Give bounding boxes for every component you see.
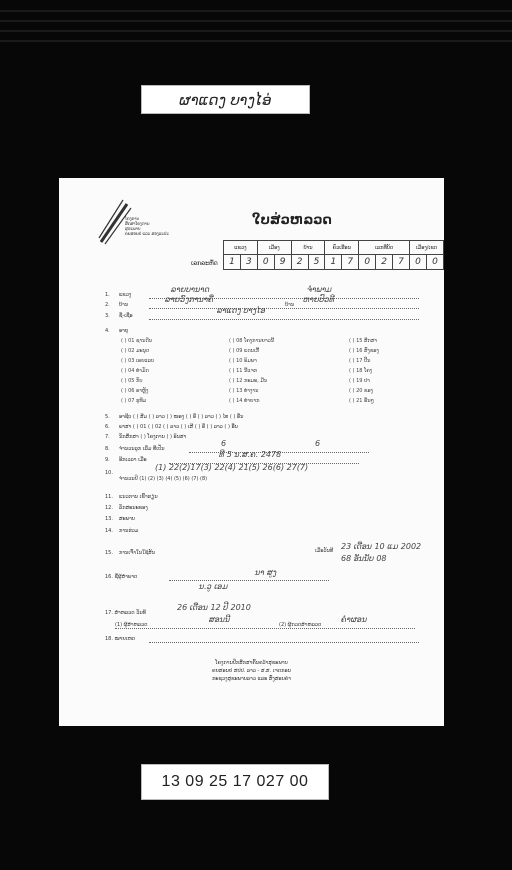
field-number: 8. — [105, 446, 110, 452]
field-label: (1) ຜູ້ສຳຫລວດ — [115, 622, 148, 628]
option-item: ( ) 03 ເອຍແລບ — [121, 358, 155, 364]
code-digit: 5 — [308, 255, 325, 270]
field-label: (2) ຜູ້ກວດສຳຫລວດ — [279, 622, 322, 628]
row-text: ລັກສະນະຂອງ — [119, 505, 148, 511]
code-digit: 1 — [325, 255, 342, 270]
field-number: 6. — [105, 424, 110, 430]
field-number: 12. — [105, 505, 113, 511]
option-item: ( ) 15 ສຶກສາ — [349, 338, 378, 344]
code-digit: 0 — [409, 255, 426, 270]
top-label: ຜາແດງ ບາງໄອ່ — [141, 85, 310, 114]
footer-line: ກະຊວງສຸຂະພາບລາວ ແລະ ສົ່ງສອນຄຳ — [212, 676, 291, 682]
row-text: ຈຳນວນປີ (1) (2) (3) (4) (5) (6) (7) (8) — [119, 476, 208, 482]
field-label: 16. ຊື່ຜູ້ສຳພາດ — [105, 574, 138, 580]
row-text: ການເຈົ້າໃນໃຊ້ສັນ — [119, 550, 156, 556]
option-item: ( ) 18 ໂຄງ — [349, 368, 373, 374]
field-number: 2. — [105, 302, 110, 308]
option-item: ( ) 21 ອື່ນໆ — [349, 398, 374, 404]
field-number: 5. — [105, 414, 110, 420]
field-number: 9. — [105, 457, 110, 463]
option-item: ( ) 09 ແດນເກື້ — [229, 348, 260, 354]
field-number: 15. — [105, 550, 113, 556]
code-header: ເລກທີ່ບັດ — [359, 241, 410, 255]
field-number: 11. — [105, 494, 113, 500]
code-header: ເມືອງ/ເຂດ — [409, 241, 443, 255]
field-label: ບ້ານ — [119, 302, 129, 308]
code-digit: 2 — [376, 255, 393, 270]
code-digit: 7 — [393, 255, 410, 270]
field-number: 14. — [105, 528, 113, 534]
field-value: ຄຳຜອນ — [341, 615, 367, 624]
code-box — [223, 240, 444, 270]
option-item: ( ) 12 ກະມະ, ມືນ — [229, 378, 268, 384]
field-value: ນາ ສູງ — [255, 568, 277, 577]
field-value: ທີ 5 ນ.ສ.ຄ. 2478 — [219, 450, 282, 459]
date-label: ເມື່ອວັນທີ — [315, 548, 334, 554]
field-number: 3. — [105, 313, 110, 319]
field-value: ຈຳພາມ — [307, 285, 332, 294]
field-value: (1) 22(2)17(3) 22(4) 21(5) 26(6) 27(7) — [155, 463, 309, 472]
field-number: 1. — [105, 292, 110, 298]
footer-line: ໂຄງການປືກສຶກສາຄົ້ນຄວ້າສຸຂະພາບ — [215, 660, 288, 666]
form-title: ໃບສ່ວຫລວດ — [252, 213, 332, 228]
field-value: ນ.ວູ ເອມ — [199, 582, 228, 591]
field-number: 13. — [105, 516, 113, 522]
code-digit: 0 — [257, 255, 274, 270]
option-item: ( ) 11 ນີ້ແຈກ — [229, 368, 258, 374]
field-number: 10. — [105, 470, 113, 476]
code-digit: 7 — [342, 255, 359, 270]
code-label: ເລກລະຫັດ — [191, 260, 218, 267]
field-value: 26 ເດືອນ 12 ປີ 2010 — [177, 603, 251, 612]
row-text: ນັກສຶກສາ ( ) ໂຄງການ ( ) ອິນສາ — [119, 434, 187, 440]
option-item: ( ) 07 ຮູທີມ — [121, 398, 147, 404]
field-label: 18. ໝາຍເຫດ — [105, 636, 136, 642]
option-item: ( ) 17 ປື້ນ — [349, 358, 371, 364]
field-value: ຫາຍປົວທີ — [303, 295, 335, 304]
field-label: ຊື່-ເຊື່ອ — [119, 313, 133, 319]
code-header: ເມືອງ — [257, 241, 291, 255]
code-digit: 0 — [426, 255, 443, 270]
footer-line: ຄຍສອນຢ ສປປ. ລາວ - ສ.ສ. ເຈດກອນ — [212, 668, 291, 674]
option-item: ( ) 13 ທຳງານ — [229, 388, 259, 394]
field-label: 17. ສຳຫລວດ ວັນທີ — [105, 610, 146, 616]
field-value: ລາຍວົງການາຄື — [165, 295, 214, 304]
option-item: ( ) 06 ອາຫຼັງ — [121, 388, 149, 394]
option-item: ( ) 14 ທຳຍາກ — [229, 398, 260, 404]
field-value: 6 — [221, 439, 227, 448]
option-item: ( ) 19 ປາ — [349, 378, 370, 384]
code-digit: 1 — [224, 255, 241, 270]
row-text: ພາສາ ( ) 01 ( ) 02 ( ) ລາວ ( ) ເສີ ( ) ອີ່ ( ) ລາວ ( ) ອື່ນ — [119, 424, 238, 430]
option-item: ( ) 08 ໂຄງການຍາວນີ້ — [229, 338, 275, 344]
row-text: ອີກເວລາ ເມື່ອ — [119, 457, 147, 463]
option-item: ( ) 10 ອິມພາ — [229, 358, 257, 364]
code-digit: 9 — [274, 255, 291, 270]
option-item: ( ) 20 ຂອງ — [349, 388, 374, 394]
field-label: ແຂວງ — [119, 292, 132, 298]
option-item: ( ) 05 ກັບ — [121, 378, 143, 384]
code-digit: 3 — [240, 255, 257, 270]
survey-form — [59, 178, 444, 726]
row-text: ແນວການ ເຂົ້າຮຽນ — [119, 494, 158, 500]
option-item: ( ) 16 ສົ່ງຂອງ — [349, 348, 379, 354]
code-digit: 2 — [291, 255, 308, 270]
field-label: ອາຍຸ — [119, 328, 129, 334]
option-item: ( ) 01 ຊານດີນ — [121, 338, 153, 344]
code-header: ແຂວງ — [224, 241, 258, 255]
row-text: ການຮ່ວມ — [119, 528, 139, 534]
row-text: ສະພາບ — [119, 516, 135, 522]
row-text: ຈຳນວນລູກ ເລີ່ມ ທີ່ເປັນ — [119, 446, 165, 452]
option-item: ( ) 02 ມະນຸດ — [121, 348, 150, 354]
logo-text: ໂຄງການ ສຶກສາໂຄງການ ສຸຂະພາບ ຄຍສອນຢ ແລະ ສອງລະປະ — [125, 216, 169, 236]
bottom-label: 13 09 25 17 027 00 — [141, 764, 329, 800]
code-header: ຄົວເຮືອນ — [325, 241, 359, 255]
code-digit: 0 — [359, 255, 376, 270]
field-number: 7. — [105, 434, 110, 440]
field-label: ບ້ານ — [285, 302, 295, 308]
field-value: ສອນນີ — [209, 615, 230, 624]
field-number: 4. — [105, 328, 110, 334]
field-value: 6 — [315, 439, 321, 448]
field-value: ລາແດງ ບາງໄອ — [217, 306, 266, 315]
date-value: 23 ເດືອນ 10 ແມ 2002 — [341, 542, 422, 551]
field-value: ລາຍບານາດ — [171, 285, 210, 294]
code-header: ບ້ານ — [291, 241, 325, 255]
row-text: ອາຊີບ ( ) ສີມ ( ) ລາວ ( ) ໜອງ ( ) ອີ່ ( ) ລາວ ( ) ໄທ ( ) ອື່ນ — [119, 414, 244, 420]
age-value: 68 ອັນນັບ 08 — [341, 554, 387, 563]
option-item: ( ) 04 ທຳມັດ — [121, 368, 149, 374]
